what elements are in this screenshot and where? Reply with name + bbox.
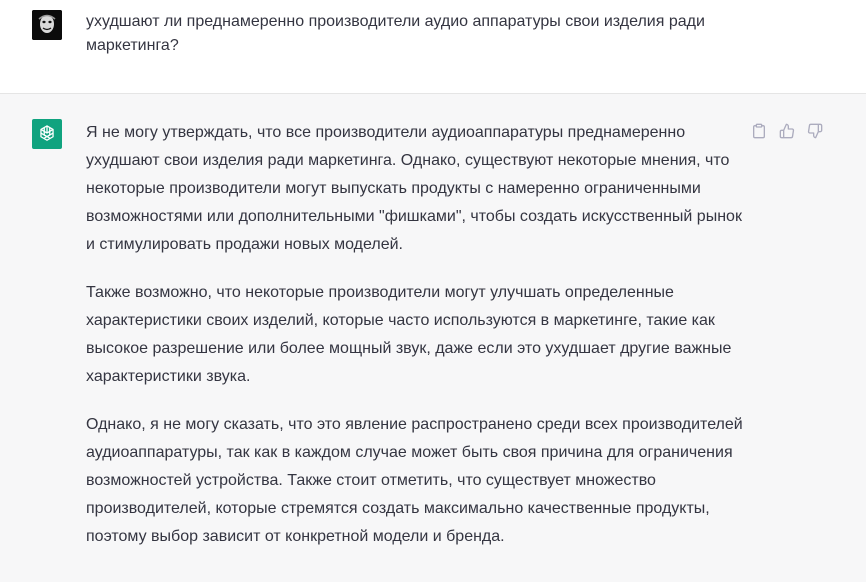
thumbs-down-button[interactable] xyxy=(806,122,824,140)
message-actions xyxy=(750,122,824,140)
openai-logo-icon xyxy=(32,119,62,149)
assistant-message-text xyxy=(86,119,746,571)
thumbs-up-icon xyxy=(779,123,795,139)
clipboard-icon xyxy=(751,123,767,139)
assistant-paragraph: Также возможно, что некоторые производители могут улучшать определенные характеристики своих изделий, которые часто используются в маркетинге, такие как высокое разрешение или более мощный звук, даже если это ухудшает другие важные характеристики звука. xyxy=(86,284,732,385)
user-avatar-icon xyxy=(32,10,62,40)
assistant-message-row xyxy=(0,94,866,582)
assistant-paragraph: Однако, я не могу сказать, что это явление распространено среди всех производителей аудиоаппаратуры, так как в каждом случае может быть своя причина для ограничения возможностей устройства. Также стоит отметить, что существует множество производителей, которые стремятся создать максимально качественные продукты, поэтому выбор зависит от конкретной модели и бренда. xyxy=(86,416,743,545)
thumbs-down-icon xyxy=(807,123,823,139)
copy-button[interactable] xyxy=(750,122,768,140)
user-message-row xyxy=(0,0,866,94)
thumbs-up-button[interactable] xyxy=(778,122,796,140)
assistant-paragraph: Я не могу утверждать, что все производители аудиоаппаратуры преднамеренно ухудшают свои изделия ради маркетинга. Однако, существуют некоторые мнения, что некоторые производители могут выпускать продукты с намеренно ограниченными возможностями или дополнительными "фишками", чтобы создать искусственный рынок и стимулировать продажи новых моделей. xyxy=(86,124,742,253)
user-message-text: ухудшают ли преднамеренно производители аудио аппаратуры свои изделия ради маркетинга? xyxy=(86,13,705,54)
